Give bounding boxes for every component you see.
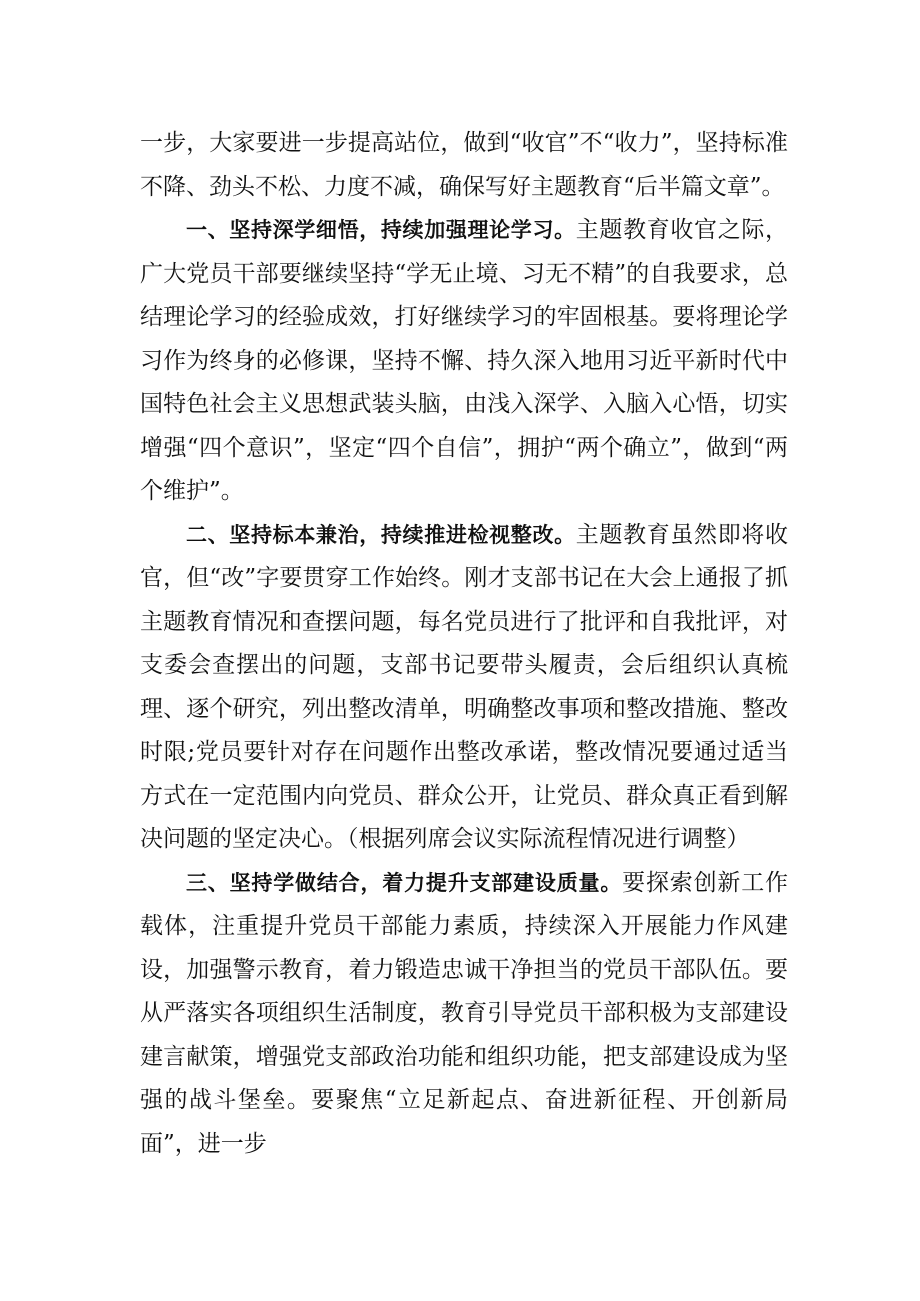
paragraph-1-text: 一步，大家要进一步提高站位，做到“收官”不“收力”，坚持标准不降、劲头不松、力度不减，确保写好主题教育“后半篇文章”。 bbox=[140, 130, 788, 200]
paragraph-2-heading: 一、坚持深学细悟，持续加强理论学习。 bbox=[186, 218, 576, 242]
paragraph-3 bbox=[140, 514, 788, 862]
paragraph-1 bbox=[140, 122, 788, 209]
document-body bbox=[140, 122, 788, 1166]
paragraph-4 bbox=[140, 862, 788, 1167]
paragraph-2-text: 主题教育收官之际，广大党员干部要继续坚持“学无止境、习无不精”的自我要求，总结理论学习的经验成效，打好继续学习的牢固根基。要将理论学习作为终身的必修课，坚持不懈、持久深入地用习近平新时代中国特色社会主义思想武装头脑，由浅入深学、入脑入心悟，切实增强“四个意识”，坚定“四个自信”，拥护“两个确立”，做到“两个维护”。 bbox=[140, 217, 789, 504]
paragraph-3-text: 主题教育虽然即将收官，但“改”字要贯穿工作始终。刚才支部书记在大会上通报了抓主题教育情况和查摆问题，每名党员进行了批评和自我批评，对支委会查摆出的问题，支部书记要带头履责，会后组织认真梳理、逐个研究，列出整改清单，明确整改事项和整改措施、整改时限;党员要针对存在问题作出整改承诺，整改情况要通过适当方式在一定范围内向党员、群众公开，让党员、群众真正看到解决问题的坚定决心。（根据列席会议实际流程情况进行调整） bbox=[140, 521, 789, 852]
paragraph-3-heading: 二、坚持标本兼治，持续推进检视整改。 bbox=[186, 522, 576, 547]
paragraph-4-heading: 三、坚持学做结合，着力提升支部建设质量。 bbox=[186, 870, 623, 895]
paragraph-2 bbox=[140, 209, 788, 514]
paragraph-4-text: 要探索创新工作载体，注重提升党员干部能力素质，持续深入开展能力作风建设，加强警示教育，着力锻造忠诚干净担当的党员干部队伍。要从严落实各项组织生活制度，教育引导党员干部积极为支部建设建言献策，增强党支部政治功能和组织功能，把支部建设成为坚强的战斗堡垒。要聚焦“立足新起点、奋进新征程、开创新局面”，进一步 bbox=[140, 869, 789, 1157]
